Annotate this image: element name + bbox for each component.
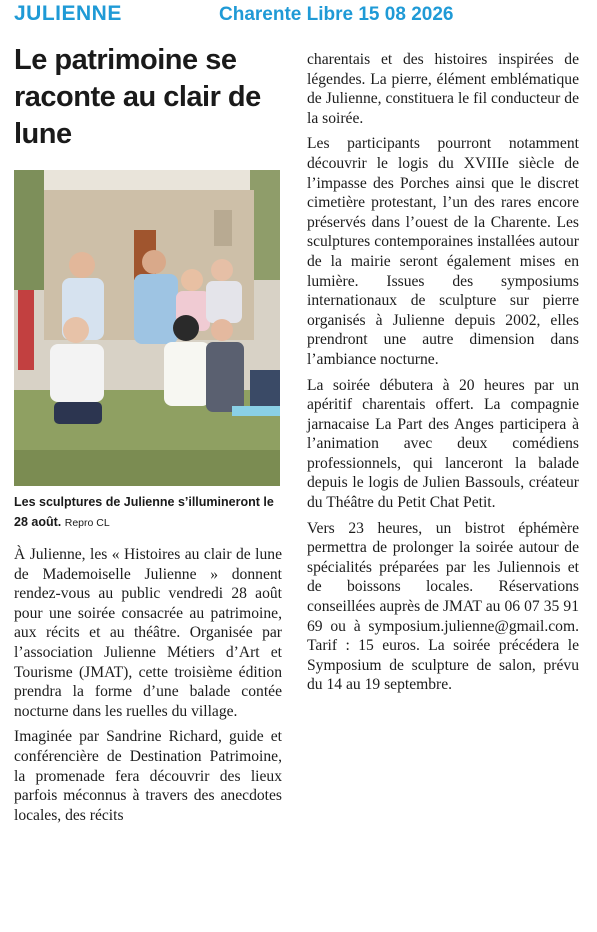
body-paragraph: charentais et des histoires inspirées de légendes. La pierre, élément emblématique de Julienne, constituera le fil conducteur de la soirée.	[307, 51, 579, 127]
photo-caption	[14, 492, 282, 533]
source-line: Charente Libre 15 08 2026	[219, 4, 454, 25]
left-column	[14, 545, 282, 831]
body-paragraph: À Julienne, les « Histoires au clair de lune de Mademoiselle Julienne » donnent rendez-vous au public vendredi 28 août pour une soirée consacrée au patrimoine, aux récits et au théâtre. Organisée par l’association Julienne Métiers d’Art et Tourisme (JMAT), cette troisième édition prendra la forme d’une balade contée nocturne dans les ruelles du village.	[14, 546, 282, 720]
caption-credit: Repro CL	[64, 517, 110, 529]
article-headline: Le patrimoine se raconte au clair de lune	[14, 44, 261, 150]
body-paragraph: Imaginée par Sandrine Richard, guide et conférencière de Destination Patrimoine, la promenade fera découvrir des lieux parfois méconnus à travers des anecdotes locales, des récits	[14, 728, 282, 824]
body-paragraph: Les participants pourront notamment découvrir le logis du XVIIIe siècle de l’impasse des Porches ainsi que le discret cimetière protestant, l’un des rares encore préservés dans l’ouest de la Charente. Les sculptures contemporaines installées autour de la mairie seront également mises en lumière. Issues des symposiums internationaux de sculpture sur pierre organisés à Julienne depuis 2002, elles prendront une autre dimension dans l’ambiance nocturne.	[307, 135, 579, 368]
body-paragraph: Vers 23 heures, un bistrot éphémère permettra de prolonger la soirée autour de spécialités préparées par les Juliennois et de boissons locales. Réservations conseillées auprès de JMAT au 06 07 35 91 69 ou à symposium.julienne@gmail.com. Tarif : 15 euros. La soirée précédera le Symposium de sculpture de salon, prévu du 14 au 19 septembre.	[307, 519, 579, 694]
page-header	[0, 0, 597, 34]
commune-label: JULIENNE	[14, 2, 122, 25]
caption-text: Les sculptures de Julienne s’illumineront le 28 août.	[14, 495, 274, 529]
article-photo	[14, 170, 280, 486]
body-paragraph: La soirée débutera à 20 heures par un apéritif charentais offert. La compagnie jarnacaise La Part des Anges participera à l’animation avec deux comédiens professionnels, qui lanceront la balade depuis le logis de Julien Bassouls, créateur du Théâtre du Petit Chat Petit.	[307, 376, 579, 512]
right-column	[307, 50, 579, 701]
